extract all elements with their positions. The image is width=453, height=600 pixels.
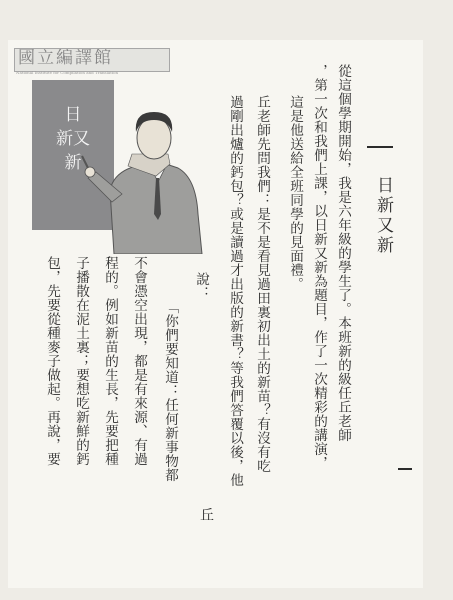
page-number: 丘	[200, 508, 215, 524]
board-text-3: 新	[64, 153, 82, 173]
text-column-10: 子播散在泥土裏；要想吃新鮮的鈣	[73, 256, 89, 466]
side-page-marker	[398, 468, 412, 470]
publisher-stamp: 國立編譯館	[14, 48, 170, 72]
board-text-2: 新又	[56, 129, 90, 149]
lesson-title: 日新又新	[373, 176, 393, 256]
lesson-number	[367, 146, 393, 148]
text-column-11: 包，先要從種麥子做起。再說，要	[44, 256, 60, 466]
text-column-5: 過剛出爐的鈣包？或是讀過才出版的新書？等我們答覆以後，他	[227, 95, 243, 487]
text-column-9: 程的。例如新苗的生長，先要把種	[102, 256, 118, 466]
text-column-6: 說：	[193, 272, 209, 300]
text-column-3: 這是他送給全班同學的見面禮。	[287, 95, 303, 291]
board-text-1: 日	[64, 105, 82, 125]
text-column-4: 丘老師先問我們：是不是看見過田裏初出土的新苗？有沒有吃	[254, 95, 270, 473]
text-column-2: ，第一次和我們上課，以日新又新為題目，作了一次精彩的講演，	[311, 64, 327, 470]
publisher-stamp-subtext: National Institute for Compilation and Translation	[16, 70, 119, 75]
text-column-1: 從這個學期開始，我是六年級的學生了。本班新的級任丘老師	[335, 64, 351, 442]
teacher-illustration	[18, 74, 204, 254]
text-column-7: 「你們要知道：任何新事物都	[162, 300, 178, 482]
text-column-8: 不會憑空出現，都是有來源、有過	[131, 256, 147, 466]
